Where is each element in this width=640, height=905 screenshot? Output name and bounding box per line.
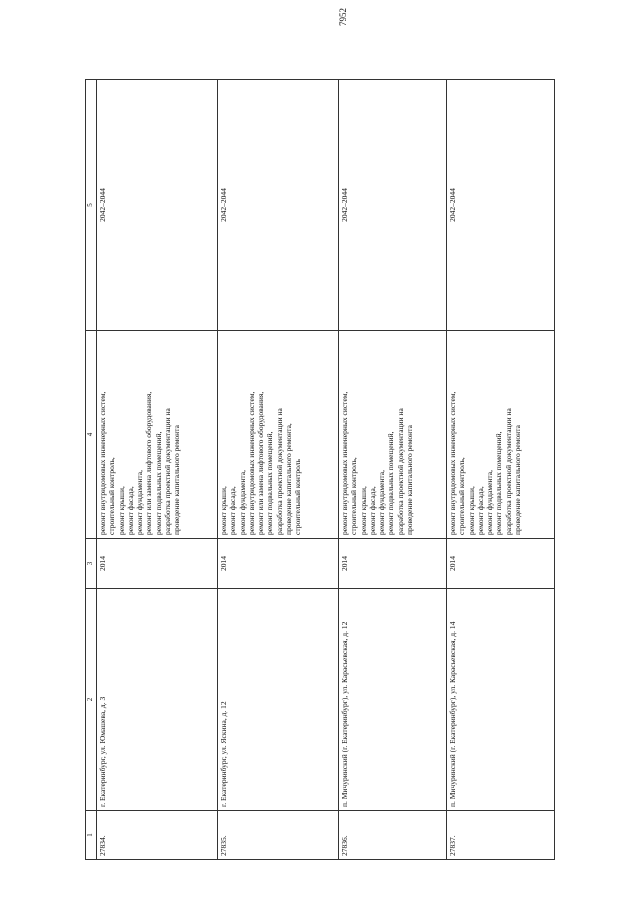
header-col-4: 4	[86, 331, 97, 539]
row-number-cell: 27837.	[446, 811, 554, 860]
work-item: проведение капитального ремонта,	[284, 423, 294, 535]
commission-year-cell: 2014	[338, 539, 446, 589]
work-item: проведение капитального ремонта	[405, 425, 415, 535]
row-number-cell: 27834.	[97, 811, 218, 860]
work-item: ремонт крыши,	[358, 486, 368, 535]
address-cell: п. Мичуринский (г. Екатеринбург), ул. Карасьевская, д. 14	[446, 589, 554, 811]
header-col-5: 5	[86, 80, 97, 331]
header-col-1: 1	[86, 811, 97, 860]
repair-period-cell: 2042–2044	[446, 80, 554, 331]
work-item: ремонт крыши,	[466, 486, 476, 535]
work-item: разработка проектной документации на	[274, 408, 284, 535]
work-item: разработка проектной документации на	[395, 408, 405, 535]
work-item: ремонт внутридомовых инженерных систем,	[339, 391, 349, 535]
work-item: ремонт или замена лифтового оборудования,	[144, 391, 154, 535]
work-item: разработка проектной документации на	[163, 408, 173, 535]
row-number-cell: 27836.	[338, 811, 446, 860]
table-row	[97, 80, 218, 860]
row-number-cell: 27835.	[217, 811, 338, 860]
work-item: проведение капитального ремонта	[172, 425, 182, 535]
works-list-cell	[446, 331, 554, 539]
work-item: ремонт внутридомовых инженерных систем,	[447, 391, 457, 535]
work-item: ремонт подвальных помещений,	[386, 431, 396, 535]
work-item: ремонт фасада,	[228, 486, 238, 535]
table-row	[217, 80, 338, 860]
address-cell: г. Екатеринбург, ул. Юмашева, д. 3	[97, 589, 218, 811]
table-row	[446, 80, 554, 860]
address-cell: г. Екатеринбург, ул. Яскина, д. 12	[217, 589, 338, 811]
capital-repair-table	[85, 79, 555, 860]
work-item: ремонт фундамента,	[377, 470, 387, 535]
work-item: ремонт крыши,	[116, 486, 126, 535]
work-item: ремонт крыши,	[218, 486, 228, 535]
work-item: ремонт фундамента,	[237, 470, 247, 535]
works-list-cell	[97, 331, 218, 539]
commission-year-cell: 2014	[97, 539, 218, 589]
work-item: ремонт подвальных помещений,	[265, 431, 275, 535]
work-item: ремонт фундамента,	[485, 470, 495, 535]
commission-year-cell: 2014	[217, 539, 338, 589]
header-col-2: 2	[86, 589, 97, 811]
work-item: ремонт фасада,	[125, 486, 135, 535]
work-item: строительный контроль,	[349, 457, 359, 535]
work-item: разработка проектной документации на	[503, 408, 513, 535]
work-item: проведение капитального ремонта	[513, 425, 523, 535]
work-item: ремонт внутридомовых инженерных систем,	[98, 391, 107, 535]
work-item: строительный контроль,	[457, 457, 467, 535]
repair-period-cell: 2042–2044	[97, 80, 218, 331]
rotated-table-container	[85, 80, 555, 860]
repair-period-cell: 2042–2044	[217, 80, 338, 331]
address-cell: п. Мичуринский (г. Екатеринбург), ул. Карасьевская, д. 12	[338, 589, 446, 811]
table-header-row	[86, 80, 97, 860]
work-item: ремонт или замена лифтового оборудования,	[256, 391, 266, 535]
work-item: ремонт подвальных помещений,	[494, 431, 504, 535]
work-item: ремонт внутридомовых инженерных систем,	[246, 391, 256, 535]
work-item: ремонт подвальных помещений,	[153, 431, 163, 535]
work-item: ремонт фасада,	[475, 486, 485, 535]
works-list-cell	[338, 331, 446, 539]
commission-year-cell: 2014	[446, 539, 554, 589]
work-item: строительный контроль	[293, 459, 303, 535]
header-col-3: 3	[86, 539, 97, 589]
repair-period-cell: 2042–2044	[338, 80, 446, 331]
work-item: ремонт фундамента,	[135, 470, 145, 535]
work-item: ремонт фасада,	[367, 486, 377, 535]
page-number: 7952	[338, 8, 348, 26]
work-item: строительный контроль,	[107, 457, 117, 535]
table-row	[338, 80, 446, 860]
works-list-cell	[217, 331, 338, 539]
